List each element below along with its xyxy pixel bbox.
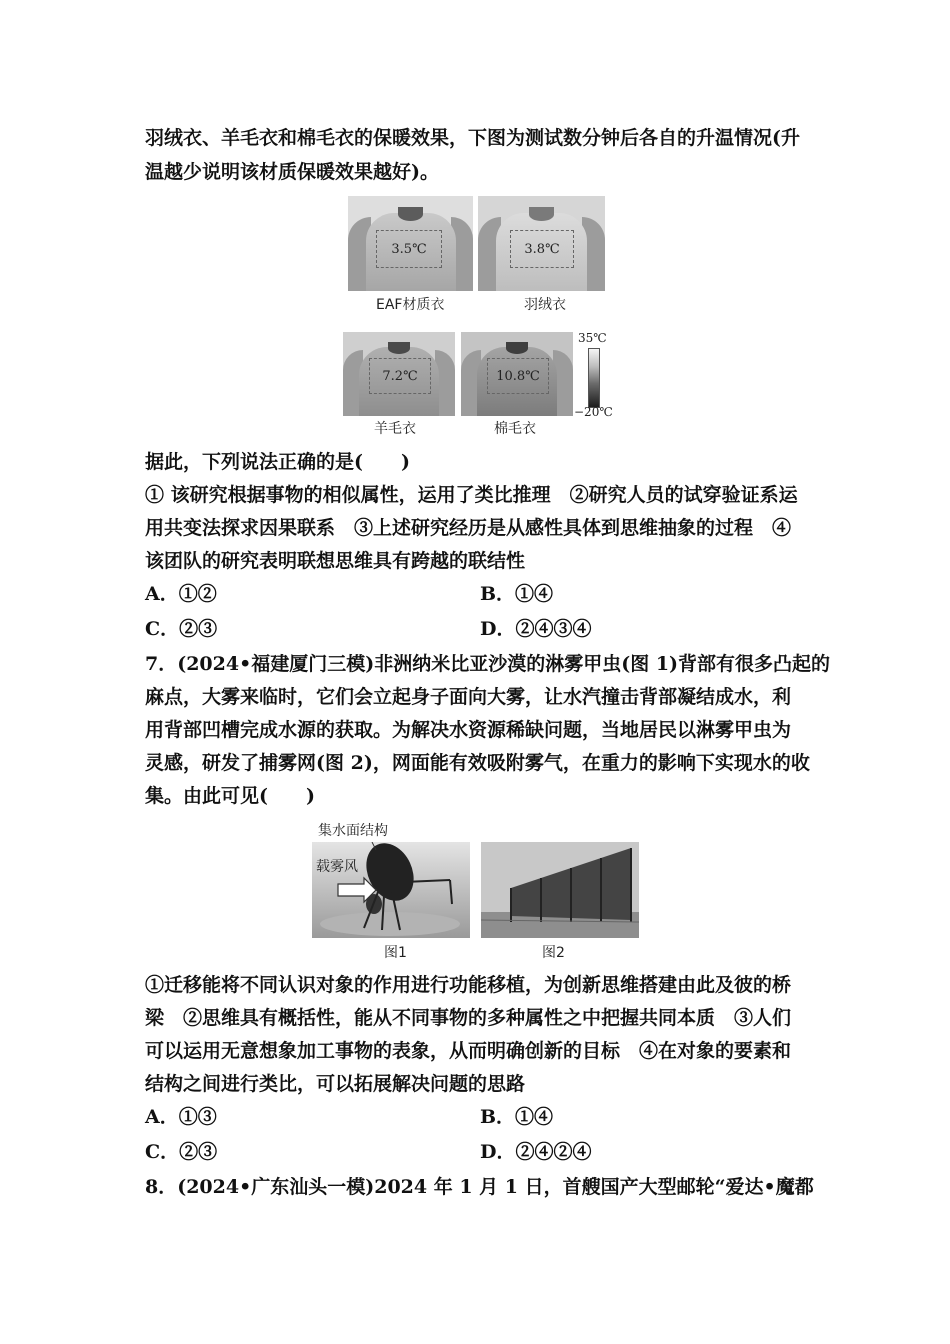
q7-statement-line: ①迁移能将不同认识对象的作用进行功能移植，为创新思维搭建由此及彼的桥	[145, 974, 792, 996]
beetle-photo	[312, 842, 470, 938]
temp-box: 3.5℃	[376, 230, 442, 268]
scale-min-label: −20℃	[574, 405, 613, 419]
q8-stem-line: 8．(2024•广东汕头一模)2024 年 1 月 1 日，首艘国产大型邮轮“爱达•魔都	[145, 1176, 814, 1198]
temp-box: 10.8℃	[487, 358, 549, 394]
intro-line-2: 温越少说明该材质保暖效果越好)。	[145, 161, 439, 183]
panel-label: EAF材质衣	[376, 297, 445, 313]
temp-box: 7.2℃	[369, 358, 431, 394]
intro-line-1: 羽绒衣、羊毛衣和棉毛衣的保暖效果，下图为测试数分钟后各自的升温情况(升	[145, 127, 800, 149]
thermal-photo-down	[478, 196, 605, 291]
fig2-caption: 图2	[542, 945, 565, 961]
q7-option-d: D．②④②④	[480, 1141, 592, 1163]
fognet-illustration	[481, 842, 639, 938]
q7-stem-line: 7．(2024•福建厦门三模)非洲纳米比亚沙漠的淋雾甲虫(图 1)背部有很多凸起的	[145, 653, 831, 675]
fig-label-water-surface: 集水面结构	[318, 823, 388, 839]
scale-max-label: 35℃	[578, 331, 607, 345]
q7-stem-line: 用背部凹槽完成水源的获取。为解决水资源稀缺问题，当地居民以淋雾甲虫为	[145, 719, 792, 741]
q6-option-a: A．①②	[145, 583, 217, 605]
temp-box: 3.8℃	[510, 230, 574, 268]
fig1-caption: 图1	[384, 945, 407, 961]
q6-option-d: D．②④③④	[480, 618, 592, 640]
q6-statement-line: 该团队的研究表明联想思维具有跨越的联结性	[145, 550, 526, 572]
panel-label: 羊毛衣	[374, 421, 416, 437]
q6-option-b: B．①④	[480, 583, 554, 605]
q6-option-c: C．②③	[145, 618, 218, 640]
q7-statement-line: 可以运用无意想象加工事物的表象，从而明确创新的目标 ④在对象的要素和	[145, 1040, 792, 1062]
thermal-photo-eaf	[348, 196, 473, 291]
fig-label-fog-wind: 载雾风	[316, 859, 358, 875]
thermal-photo-cotton	[461, 332, 573, 416]
fognet-photo	[481, 842, 639, 938]
q7-stem-line: 集。由此可见( )	[145, 785, 315, 807]
q7-option-c: C．②③	[145, 1141, 218, 1163]
q7-statement-line: 梁 ②思维具有概括性，能从不同事物的多种属性之中把握共同本质 ③人们	[145, 1007, 792, 1029]
q6-stem: 据此，下列说法正确的是( )	[145, 451, 410, 473]
beetle-illustration	[312, 842, 470, 938]
q7-stem-line: 灵感，研发了捕雾网(图 2)，网面能有效吸附雾气，在重力的影响下实现水的收	[145, 752, 810, 774]
q7-statement-line: 结构之间进行类比，可以拓展解决问题的思路	[145, 1073, 526, 1095]
q7-option-a: A．①③	[145, 1106, 217, 1128]
panel-label: 羽绒衣	[524, 297, 566, 313]
q7-stem-line: 麻点，大雾来临时，它们会立起身子面向大雾，让水汽撞击背部凝结成水，利	[145, 686, 792, 708]
q6-statement-line: 用共变法探求因果联系 ③上述研究经历是从感性具体到思维抽象的过程 ④	[145, 517, 792, 539]
thermal-photo-wool	[343, 332, 455, 416]
temperature-scale-bar	[588, 348, 600, 408]
panel-label: 棉毛衣	[494, 421, 536, 437]
q6-statement-line: ① 该研究根据事物的相似属性，运用了类比推理 ②研究人员的试穿验证系运	[145, 484, 798, 506]
q7-option-b: B．①④	[480, 1106, 554, 1128]
